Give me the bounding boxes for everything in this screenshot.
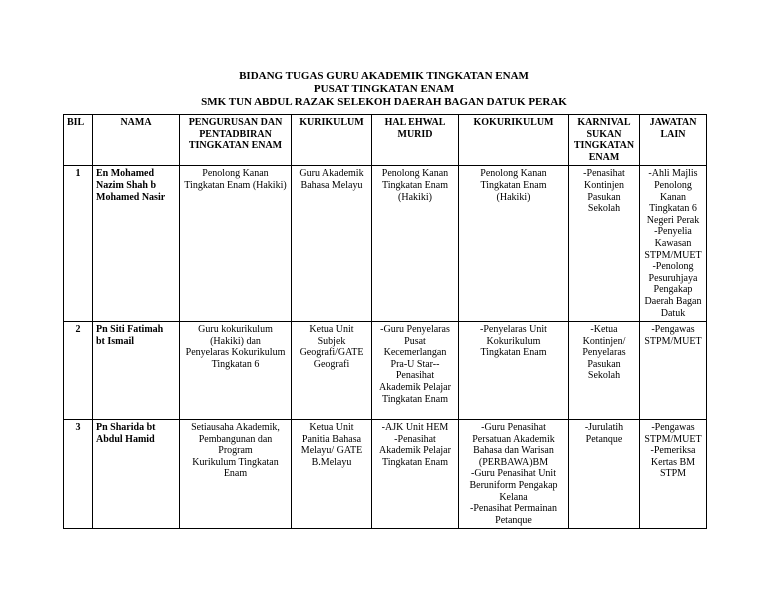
- header-karnival-line: TINGKATAN: [573, 140, 635, 152]
- cell-nama: [93, 166, 180, 322]
- cell-hal-ehwal-line: Tingkatan Enam: [381, 456, 448, 468]
- header-hal-ehwal: [372, 115, 459, 166]
- cell-karnival-line: Petanque: [585, 433, 623, 445]
- cell-kokurikulum-line: -Guru Penasihat: [481, 422, 546, 434]
- cell-jawatan-lain: [640, 166, 707, 322]
- cell-hal-ehwal: [372, 322, 459, 420]
- cell-nama-line: Pn Sharida bt: [96, 422, 156, 434]
- cell-kokurikulum-line: -Penasihat Permainan: [470, 503, 557, 515]
- title-line-3: SMK TUN ABDUL RAZAK SELEKOH DAERAH BAGAN DATUK PERAK: [201, 96, 567, 108]
- cell-kokurikulum-line: Kokurikulum: [486, 335, 541, 347]
- duties-table: [63, 114, 707, 529]
- cell-kokurikulum: [459, 166, 569, 322]
- header-pengurusan-line: PENTADBIRAN: [199, 128, 272, 140]
- cell-karnival-line: -Ketua: [590, 324, 618, 336]
- cell-hal-ehwal-line: Tingkatan Enam: [381, 393, 448, 405]
- cell-kokurikulum-line: -Penyelaras Unit: [480, 324, 547, 336]
- header-kurikulum-line: KURIKULUM: [299, 117, 364, 128]
- title-line-2: PUSAT TINGKATAN ENAM: [313, 83, 455, 95]
- cell-kurikulum-line: Subjek: [317, 335, 346, 347]
- cell-jawatan-lain: [640, 322, 707, 420]
- cell-karnival-line: Penyelaras: [582, 347, 626, 359]
- cell-kokurikulum-line: Kelana: [499, 491, 528, 503]
- cell-jawatan-lain-line: STPM/MUET: [644, 335, 702, 347]
- cell-karnival-line: Pasukan: [587, 358, 621, 370]
- cell-karnival-line: -Penasihat: [583, 168, 625, 180]
- cell-pengurusan-line: Penyelaras Kokurikulum: [185, 347, 286, 359]
- cell-kurikulum-line: Geografi: [313, 358, 350, 370]
- cell-karnival-line: Sekolah: [587, 370, 621, 382]
- cell-karnival-line: Pasukan: [587, 191, 621, 203]
- cell-pengurusan-line: Pembangunan dan Program: [198, 433, 273, 457]
- cell-pengurusan-line: (Hakiki) dan: [210, 335, 261, 347]
- cell-jawatan-lain-line: -Penyelia: [654, 226, 692, 238]
- cell-jawatan-lain-line: -Pengawas: [651, 422, 695, 434]
- cell-kurikulum-line: Ketua Unit: [309, 324, 354, 336]
- cell-kokurikulum-line: Bahasa dan Warisan: [473, 445, 554, 457]
- cell-kurikulum-line: Ketua Unit: [309, 422, 354, 434]
- cell-hal-ehwal-line: Pra-U Star--: [390, 358, 440, 370]
- cell-jawatan-lain-line: Daerah Bagan: [644, 295, 702, 307]
- cell-hal-ehwal-line: Akademik Pelajar: [379, 382, 451, 394]
- header-pengurusan-line: PENGURUSAN DAN: [188, 117, 283, 128]
- header-row: [64, 115, 707, 166]
- cell-kokurikulum-line: Petanque: [495, 514, 532, 526]
- document-title: [0, 70, 768, 109]
- cell-jawatan-lain-line: -Penolong: [652, 261, 694, 273]
- header-kokurikulum: [459, 115, 569, 166]
- cell-bil: 3: [64, 420, 93, 529]
- cell-kurikulum: [292, 420, 372, 529]
- header-karnival-line: SUKAN: [586, 128, 622, 140]
- cell-kokurikulum: [459, 322, 569, 420]
- cell-pengurusan-line: Setiausaha Akademik,: [191, 422, 280, 434]
- cell-pengurusan: [180, 420, 292, 529]
- cell-kokurikulum-line: Tingkatan Enam: [480, 179, 547, 191]
- cell-nama-line: Pn Siti Fatimah: [96, 324, 164, 336]
- header-nama-line: NAMA: [120, 117, 152, 128]
- cell-karnival-line: Kontinjen/: [582, 335, 626, 347]
- cell-kurikulum-line: Geografi/GATE: [299, 347, 364, 359]
- cell-jawatan-lain-line: STPM: [659, 468, 687, 480]
- header-pengurusan-line: TINGKATAN ENAM: [188, 140, 283, 152]
- cell-pengurusan-line: Guru kokurikulum: [198, 324, 273, 336]
- header-hal-ehwal-line: HAL EHWAL: [384, 117, 446, 128]
- cell-karnival-line: Kontinjen: [584, 179, 624, 191]
- cell-pengurusan-line: Kurikulum Tingkatan: [192, 456, 279, 468]
- cell-jawatan-lain-line: Tingkatan 6: [649, 203, 697, 215]
- cell-nama-line: Abdul Hamid: [96, 433, 155, 445]
- header-karnival-line: ENAM: [588, 151, 620, 163]
- cell-jawatan-lain-line: Kanan: [659, 191, 687, 203]
- cell-kurikulum-line: Panitia Bahasa: [301, 433, 362, 445]
- cell-jawatan-lain-line: Pesuruhjaya: [648, 272, 698, 284]
- cell-kokurikulum-line: Beruniform Pengakap: [469, 480, 558, 492]
- cell-kokurikulum-line: Penolong Kanan: [480, 168, 547, 180]
- cell-hal-ehwal-line: -Guru Penyelaras: [380, 324, 450, 336]
- cell-kurikulum-line: Guru Akademik: [299, 168, 364, 180]
- header-jawatan-lain: [640, 115, 707, 166]
- cell-karnival: [569, 420, 640, 529]
- header-bil-line: BIL: [67, 117, 85, 128]
- header-kokurikulum-line: KOKURIKULUM: [473, 117, 554, 128]
- cell-nama-line: Mohamed Nasir: [96, 191, 166, 203]
- cell-jawatan-lain: [640, 420, 707, 529]
- cell-karnival: [569, 322, 640, 420]
- cell-kokurikulum: [459, 420, 569, 529]
- cell-kurikulum-line: Melayu/ GATE: [300, 445, 363, 457]
- cell-pengurusan: [180, 166, 292, 322]
- cell-nama: [93, 322, 180, 420]
- cell-jawatan-lain-line: Penolong: [654, 179, 692, 191]
- header-jawatan-lain-line: LAIN: [660, 128, 686, 140]
- header-kurikulum: [292, 115, 372, 166]
- cell-kokurikulum-line: Persatuan Akademik: [472, 433, 555, 445]
- title-line-1: BIDANG TUGAS GURU AKADEMIK TINGKATAN ENAM: [239, 70, 529, 82]
- table-row: [64, 166, 707, 322]
- cell-bil: 1: [64, 166, 93, 322]
- cell-jawatan-lain-line: Datuk: [660, 307, 686, 319]
- cell-bil: 2: [64, 322, 93, 420]
- cell-kokurikulum-line: (PERBAWA)BM: [478, 456, 549, 468]
- cell-pengurusan-line: Penolong Kanan: [202, 168, 269, 180]
- cell-jawatan-lain-line: Kawasan: [654, 237, 692, 249]
- cell-hal-ehwal: [372, 166, 459, 322]
- cell-kurikulum: [292, 166, 372, 322]
- cell-jawatan-lain-line: -Pemeriksa: [650, 445, 696, 457]
- header-nama: [93, 115, 180, 166]
- cell-nama: [93, 420, 180, 529]
- cell-jawatan-lain-line: Negeri Perak: [646, 214, 700, 226]
- cell-hal-ehwal-line: Penasihat: [395, 370, 435, 382]
- cell-jawatan-lain-line: STPM/MUET: [644, 433, 702, 445]
- cell-pengurusan-line: Tingkatan Enam (Hakiki): [184, 179, 287, 191]
- cell-nama-line: En Mohamed: [96, 168, 155, 180]
- cell-jawatan-lain-line: Kertas BM: [650, 456, 696, 468]
- cell-kurikulum: [292, 322, 372, 420]
- cell-hal-ehwal-line: Penolong Kanan: [381, 168, 449, 180]
- cell-nama-line: Nazim Shah b: [96, 179, 157, 191]
- header-hal-ehwal-line: MURID: [397, 128, 433, 140]
- cell-kurikulum-line: Bahasa Melayu: [300, 179, 363, 191]
- cell-hal-ehwal-line: Tingkatan Enam: [381, 179, 448, 191]
- cell-hal-ehwal: [372, 420, 459, 529]
- cell-kokurikulum-line: Tingkatan Enam: [480, 347, 547, 359]
- cell-kokurikulum-line: (Hakiki): [496, 191, 531, 203]
- cell-hal-ehwal-line: (Hakiki): [398, 191, 432, 203]
- cell-hal-ehwal-line: Pusat: [404, 335, 426, 347]
- cell-hal-ehwal-line: -AJK Unit HEM: [381, 422, 449, 434]
- cell-kurikulum-line: B.Melayu: [311, 456, 352, 468]
- cell-karnival: [569, 166, 640, 322]
- header-karnival: [569, 115, 640, 166]
- table-row: [64, 420, 707, 529]
- cell-jawatan-lain-line: STPM/MUET: [644, 249, 702, 261]
- header-karnival-line: KARNIVAL: [577, 117, 631, 128]
- cell-karnival-line: -Jurulatih: [584, 422, 624, 434]
- cell-jawatan-lain-line: Pengakap: [653, 284, 693, 296]
- cell-hal-ehwal-line: Kecemerlangan: [383, 347, 447, 359]
- cell-jawatan-lain-line: -Ahli Majlis: [648, 168, 698, 180]
- table-row: [64, 322, 707, 420]
- header-jawatan-lain-line: JAWATAN: [649, 117, 697, 128]
- cell-pengurusan-line: Enam: [223, 468, 248, 480]
- cell-kokurikulum-line: -Guru Penasihat Unit: [471, 468, 556, 480]
- cell-karnival-line: Sekolah: [587, 203, 621, 215]
- cell-pengurusan: [180, 322, 292, 420]
- cell-nama-line: bt Ismail: [96, 335, 135, 347]
- cell-jawatan-lain-line: -Pengawas: [651, 324, 695, 336]
- header-bil: [64, 115, 93, 166]
- cell-hal-ehwal-line: Akademik Pelajar: [379, 445, 451, 457]
- cell-pengurusan-line: Tingkatan 6: [211, 358, 260, 370]
- header-pengurusan: [180, 115, 292, 166]
- table-body: [64, 166, 707, 529]
- cell-hal-ehwal-line: -Penasihat: [394, 433, 436, 445]
